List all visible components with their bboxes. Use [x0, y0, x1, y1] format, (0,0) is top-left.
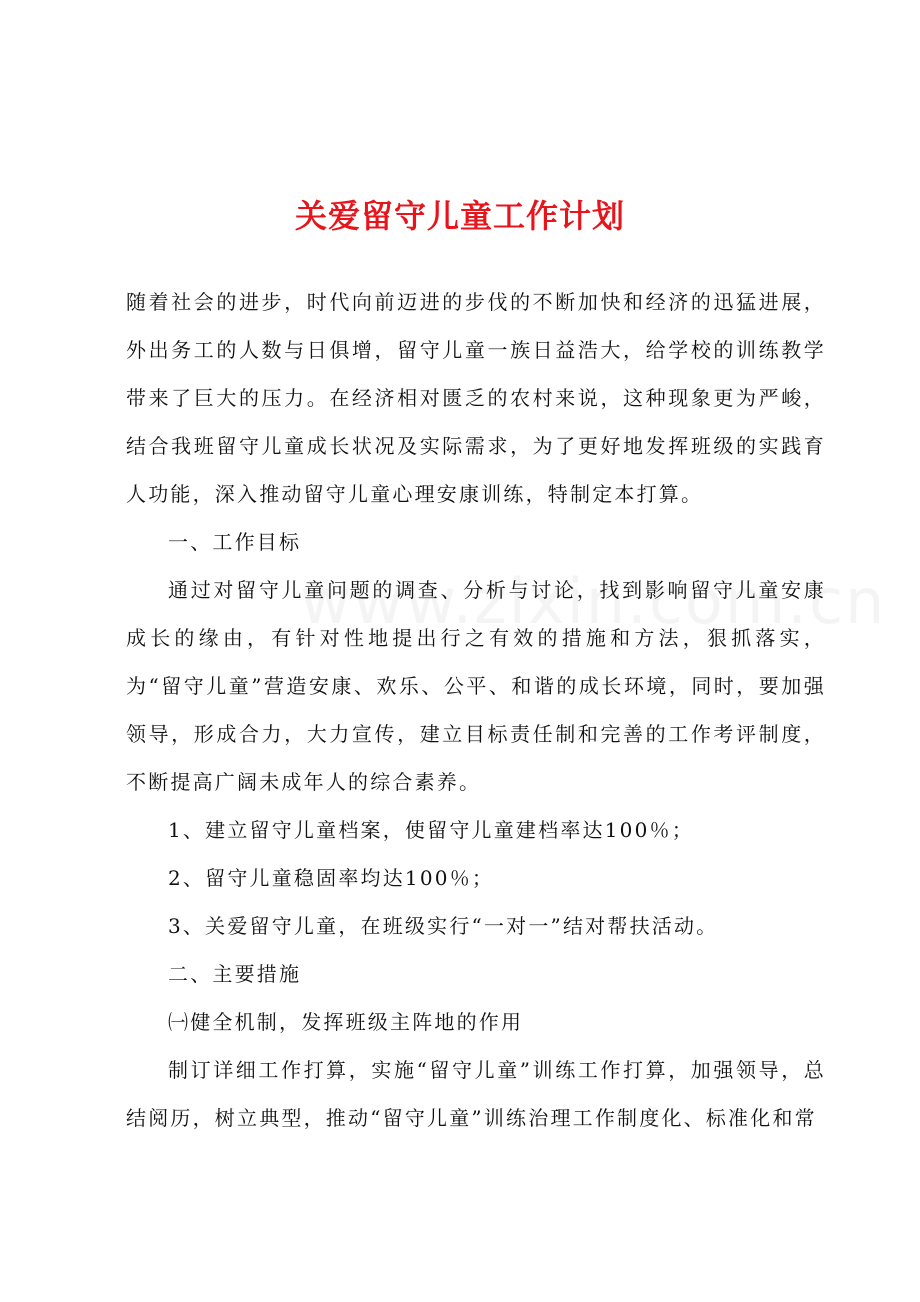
intro-paragraph: 随着社会的进步，时代向前迈进的步伐的不断加快和经济的迅猛进展，外出务工的人数与日俱增，留守儿童一族日益浩大，给学校的训练教学带来了巨大的压力。在经济相对匮乏的农村来说，这种现象更为严峻，结合我班留守儿童成长状况及实际需求，为了更好地发挥班级的实践育人功能，深入推动留守儿童心理安康训练，特制定本打算。 [126, 290, 826, 506]
goals-paragraph: 通过对留守儿童问题的调查、分析与讨论，找到影响留守儿童安康成长的缘由，有针对性地提出行之有效的措施和方法，狠抓落实，为“留守儿童”营造安康、欢乐、公平、和谐的成长环境，同时，要加强领导，形成合力，大力宣传，建立目标责任制和完善的工作考评制度，不断提高广阔未成年人的综合素养。 [126, 578, 826, 794]
measures-paragraph: 制订详细工作打算，实施“留守儿童”训练工作打算，加强领导，总结阅历，树立典型，推动“留守儿童”训练治理工作制度化、标准化和常 [126, 1058, 826, 1130]
goal-item-1: 1、建立留守儿童档案，使留守儿童建档率达100％； [168, 818, 694, 842]
subsection-heading-1: ㈠健全机制，发挥班级主阵地的作用 [168, 1010, 524, 1034]
goal-item-3: 3、关爱留守儿童，在班级实行“一对一”结对帮扶活动。 [168, 914, 719, 938]
section-heading-measures: 二、主要措施 [168, 962, 302, 986]
document-body [126, 278, 826, 1142]
document-title: 关爱留守儿童工作计划 [294, 197, 625, 235]
section-heading-goals: 一、工作目标 [168, 530, 302, 554]
goal-item-2: 2、留守儿童稳固率均达100％； [168, 866, 495, 890]
